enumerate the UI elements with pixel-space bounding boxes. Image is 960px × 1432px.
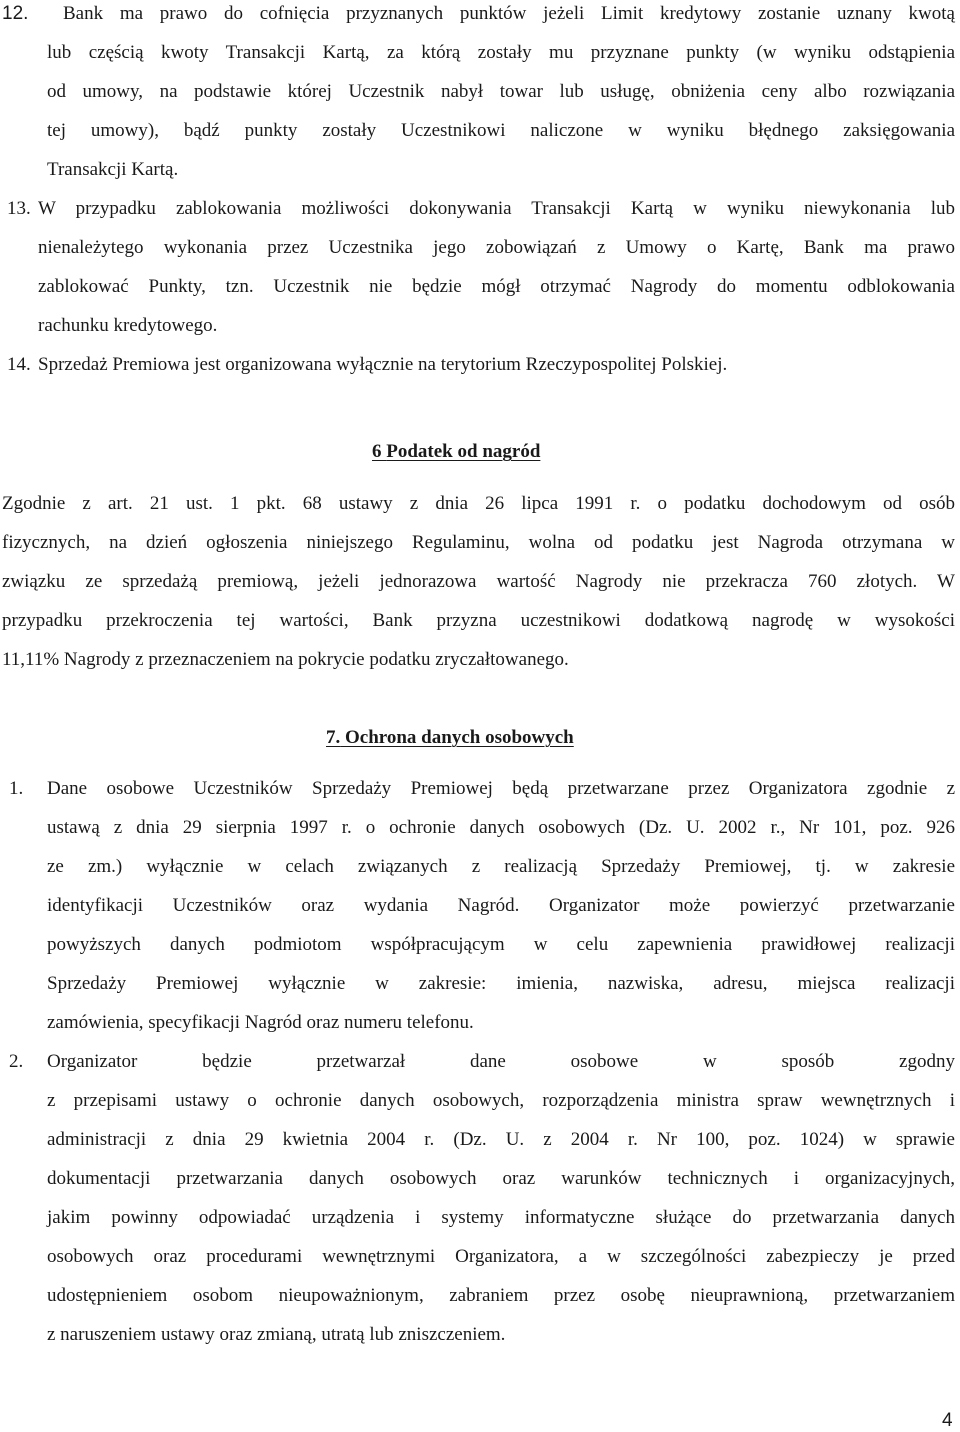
section-7-item-2-line: jakim powinny odpowiadać urządzenia i systemy informatyczne służące do przetwarzania danych [47,1207,955,1228]
section-7-item-2-line: dokumentacji przetwarzania danych osobowych oraz warunków technicznych i organizacyjnych, [47,1168,955,1189]
item-14-line: Sprzedaż Premiowa jest organizowana wyłącznie na terytorium Rzeczypospolitej Polskiej. [38,354,728,375]
section-7-item-1-line: Dane osobowe Uczestników Sprzedaży Premiowej będą przetwarzane przez Organizatora zgodnie z [47,778,955,799]
item-13-line: rachunku kredytowego. [38,315,218,336]
section-7-item-2-number: 2. [9,1051,24,1072]
item-12-line: tej umowy), bądź punkty zostały Uczestnikowi naliczone w wyniku błędnego zaksięgowania [47,120,955,141]
section-6-line: związku ze sprzedażą premiową, jeżeli jednorazowa wartość Nagrody nie przekracza 760 złotych. W [2,571,955,592]
item-12-line: od umowy, na podstawie której Uczestnik nabył towar lub usługę, obniżenia ceny albo rozwiązania [47,81,955,102]
section-6-line: przypadku przekroczenia tej wartości, Bank przyzna uczestnikowi dodatkową nagrodę w wysokości [2,610,955,631]
item-12-line: Transakcji Kartą. [47,159,179,180]
section-7-title: Ochrona danych osobowych [345,727,574,748]
page-number: 4 [942,1410,953,1431]
item-14-number: 14. [7,354,31,375]
section-6-title: Podatek od nagród [386,441,541,462]
section-7-item-2-line: z naruszeniem ustawy oraz zmianą, utratą lub zniszczeniem. [47,1324,506,1345]
item-13-line: nienależytego wykonania przez Uczestnika jego zobowiązań z Umowy o Kartę, Bank ma prawo [38,237,955,258]
section-7-item-2-line: administracji z dnia 29 kwietnia 2004 r. (Dz. U. z 2004 r. Nr 100, poz. 1024) w sprawie [47,1129,955,1150]
item-13-number: 13. [7,198,31,219]
section-6-line: 11,11% Nagrody z przeznaczeniem na pokrycie podatku zryczałtowanego. [2,649,569,670]
section-6-line: fizycznych, na dzień ogłoszenia niniejszego Regulaminu, wolna od podatku jest Nagroda otrzymana w [2,532,955,553]
section-7-item-1-line: Sprzedaży Premiowej wyłącznie w zakresie: imienia, nazwiska, adresu, miejsca realizacji [47,973,955,994]
section-7-item-1-line: powyższych danych podmiotom współpracującym w celu zapewnienia prawidłowej realizacji [47,934,955,955]
section-7-item-1-number: 1. [9,778,24,799]
section-7-item-1-line: identyfikacji Uczestników oraz wydania Nagród. Organizator może powierzyć przetwarzanie [47,895,955,916]
section-7-number: 7. [326,727,341,748]
section-6-heading [372,440,540,464]
item-12-line: lub częścią kwoty Transakcji Kartą, za którą zostały mu przyznane punkty (w wyniku odstąpienia [47,42,955,63]
section-7-item-2-line: Organizator będzie przetwarzał dane osobowe w sposób zgodny [47,1051,955,1072]
item-12-number: 12. [2,3,29,24]
item-13-line: W przypadku zablokowania możliwości dokonywania Transakcji Kartą w wyniku niewykonania lub [38,198,955,219]
item-13-line: zablokować Punkty, tzn. Uczestnik nie będzie mógł otrzymać Nagrody do momentu odblokowania [38,276,955,297]
section-7-item-2-line: udostępnieniem osobom nieupoważnionym, zabraniem przez osobę nieuprawnioną, przetwarzaniem [47,1285,955,1306]
section-7-item-1-line: ze zm.) wyłącznie w celach związanych z realizacją Sprzedaży Premiowej, tj. w zakresie [47,856,955,877]
section-6-line: Zgodnie z art. 21 ust. 1 pkt. 68 ustawy z dnia 26 lipca 1991 r. o podatku dochodowym od osób [2,493,955,514]
section-7-heading [326,726,574,750]
item-12-line: Bank ma prawo do cofnięcia przyznanych punktów jeżeli Limit kredytowy zostanie uznany kwotą [63,3,955,24]
section-7-item-1-line: ustawą z dnia 29 sierpnia 1997 r. o ochronie danych osobowych (Dz. U. 2002 r., Nr 101, poz. 926 [47,817,955,838]
section-7-item-1-line: zamówienia, specyfikacji Nagród oraz numeru telefonu. [47,1012,474,1033]
section-7-item-2-line: osobowych oraz procedurami wewnętrznymi Organizatora, a w szczególności zabezpieczy je przed [47,1246,955,1267]
section-7-item-2-line: z przepisami ustawy o ochronie danych osobowych, rozporządzenia ministra spraw wewnętrznych i [47,1090,955,1111]
section-6-number: 6 [372,441,382,462]
